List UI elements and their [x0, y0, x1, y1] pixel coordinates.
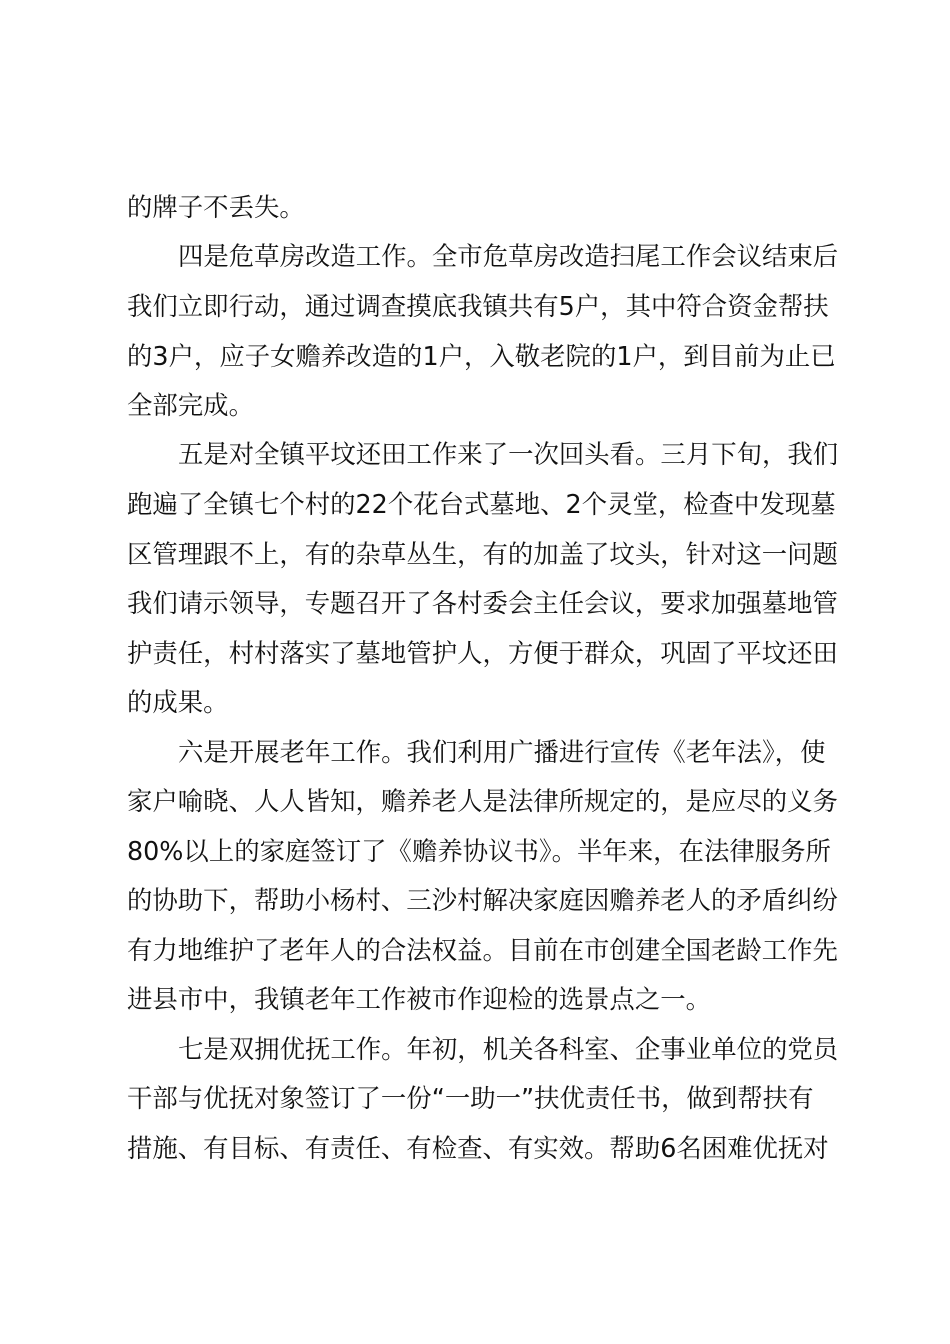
text-line: 的牌子不丢失。: [127, 192, 305, 222]
text-line: 的协助下，帮助小杨村、三沙村解决家庭因赡养老人的矛盾纠纷: [127, 885, 838, 915]
text-line: 干部与优抚对象签订了一份“一助一”扶优责任书，做到帮扶有: [127, 1083, 814, 1113]
text-line: 我们请示领导，专题召开了各村委会主任会议，要求加强墓地管: [127, 588, 838, 618]
paragraph-start-line: 四是危草房改造工作。全市危草房改造扫尾工作会议结束后: [178, 241, 839, 271]
text-line: 的3户，应子女赡养改造的1户，入敬老院的1户，到目前为止已: [127, 341, 836, 371]
text-line: 的成果。: [127, 687, 229, 717]
text-line: 有力地维护了老年人的合法权益。目前在市创建全国老龄工作先: [127, 935, 838, 965]
text-line: 全部完成。: [127, 390, 254, 420]
text-line: 进县市中，我镇老年工作被市作迎检的选景点之一。: [127, 984, 711, 1014]
text-line: 护责任，村村落实了墓地管护人，方便于群众，巩固了平坟还田: [127, 638, 838, 668]
text-line: 区管理跟不上，有的杂草丛生，有的加盖了坟头，针对这一问题: [127, 539, 838, 569]
paragraph-start-line: 六是开展老年工作。我们利用广播进行宣传《老年法》，使: [178, 737, 826, 767]
text-line: 80%以上的家庭签订了《赡养协议书》。半年来，在法律服务所: [127, 836, 831, 866]
text-line: 措施、有目标、有责任、有检查、有实效。帮助6名困难优抚对: [127, 1133, 829, 1163]
paragraph-start-line: 七是双拥优抚工作。年初，机关各科室、企事业单位的党员: [178, 1034, 839, 1064]
text-line: 跑遍了全镇七个村的22个花台式墓地、2个灵堂，检查中发现墓: [127, 489, 836, 519]
text-line: 我们立即行动，通过调查摸底我镇共有5户，其中符合资金帮扶: [127, 291, 829, 321]
paragraph-start-line: 五是对全镇平坟还田工作来了一次回头看。三月下旬，我们: [178, 439, 839, 469]
text-line: 家户喻晓、人人皆知，赡养老人是法律所规定的，是应尽的义务: [127, 786, 838, 816]
